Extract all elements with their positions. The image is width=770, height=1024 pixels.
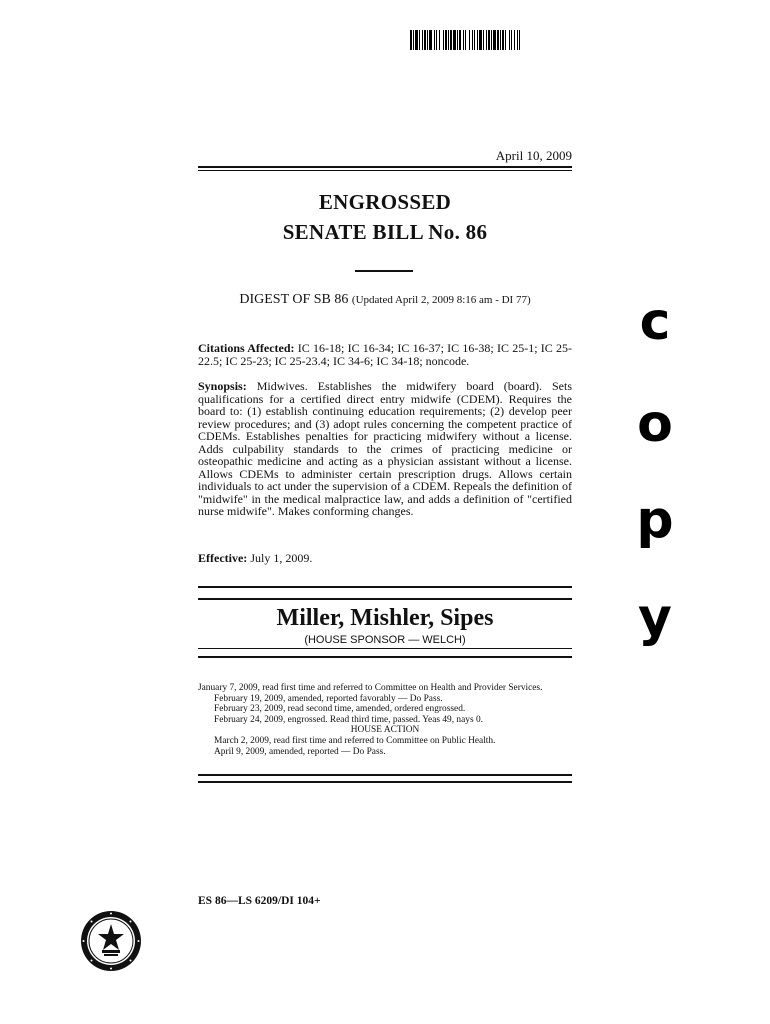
history-entry: February 24, 2009, engrossed. Read third time, passed. Yeas 49, nays 0. bbox=[214, 714, 483, 725]
effective-date bbox=[198, 552, 572, 565]
header-rule bbox=[198, 166, 572, 168]
copy-letter-y: y bbox=[638, 588, 672, 648]
history-entry: February 23, 2009, read second time, amended, ordered engrossed. bbox=[214, 704, 466, 715]
title-divider bbox=[355, 270, 413, 272]
citations-affected bbox=[198, 342, 572, 367]
title-line-1: ENGROSSED bbox=[318, 190, 452, 214]
digest-main: DIGEST OF SB 86 bbox=[239, 292, 349, 307]
authors-rule-bottom bbox=[198, 648, 572, 649]
history-entry: April 9, 2009, amended, reported — Do Pass. bbox=[214, 746, 386, 757]
synopsis-label: Synopsis: bbox=[198, 379, 247, 393]
legislative-history bbox=[198, 683, 572, 757]
title-line-2: SENATE BILL No. 86 bbox=[282, 220, 488, 244]
barcode bbox=[410, 30, 588, 50]
authors-rule-top-2 bbox=[198, 598, 572, 600]
house-sponsor: (HOUSE SPONSOR — WELCH) bbox=[304, 634, 466, 646]
history-rule bbox=[198, 774, 572, 776]
citations-label: Citations Affected: bbox=[198, 341, 295, 355]
copy-letter-o: o bbox=[637, 394, 673, 454]
authors-rule-top bbox=[198, 586, 572, 588]
barcode-bar bbox=[520, 30, 523, 50]
bill-date: April 10, 2009 bbox=[495, 148, 572, 163]
history-entry: February 19, 2009, amended, reported favorably — Do Pass. bbox=[214, 693, 443, 704]
effective-label: Effective: bbox=[198, 551, 248, 565]
bill-footer-id: ES 86—LS 6209/DI 104+ bbox=[198, 895, 321, 907]
effective-text: July 1, 2009. bbox=[250, 551, 313, 565]
state-seal-icon bbox=[80, 910, 142, 972]
history-entry: March 2, 2009, read first time and referred to Committee on Public Health. bbox=[214, 735, 496, 746]
digest-heading bbox=[198, 292, 572, 308]
synopsis bbox=[198, 380, 572, 518]
copy-letter-p: p bbox=[636, 490, 674, 550]
citations-text: IC 16-18; IC 16-34; IC 16-37; IC 16-38; IC 25-1; IC 25-22.5; IC 25-23; IC 25-23.4; IC 34-6; IC 34-18; noncode. bbox=[198, 341, 572, 368]
header-rule-thin bbox=[198, 170, 572, 171]
history-rule-2 bbox=[198, 781, 572, 783]
copy-letter-c: c bbox=[639, 292, 671, 352]
authors-rule-bottom-2 bbox=[198, 656, 572, 658]
history-entry: January 7, 2009, read first time and referred to Committee on Health and Provider Services. bbox=[198, 683, 543, 693]
synopsis-text: Midwives. Establishes the midwifery board (board). Sets qualifications for a certified direct entry midwife (CDEM). Requires the board to: (1) establish continuing education requirements; (2) develop peer review procedures; and (3) adopt rules concerning the competent practice of CDEMs. Establishes penalties for practicing midwifery without a license. Adds culpability standards to the crimes of practicing medicine or osteopathic medicine and acting as a physician assistant without a license. Allows CDEMs to administer certain prescription drugs. Allows certain individuals to act under the supervision of a CDEM. Repeals the definition of "midwife" in the medical malpractice law, and adds a definition of "certified nurse midwife". Makes conforming changes. bbox=[198, 379, 573, 518]
house-action-heading: HOUSE ACTION bbox=[350, 725, 420, 736]
digest-updated: (Updated April 2, 2009 8:16 am - DI 77) bbox=[351, 294, 531, 306]
bill-authors: Miller, Mishler, Sipes bbox=[276, 605, 494, 631]
